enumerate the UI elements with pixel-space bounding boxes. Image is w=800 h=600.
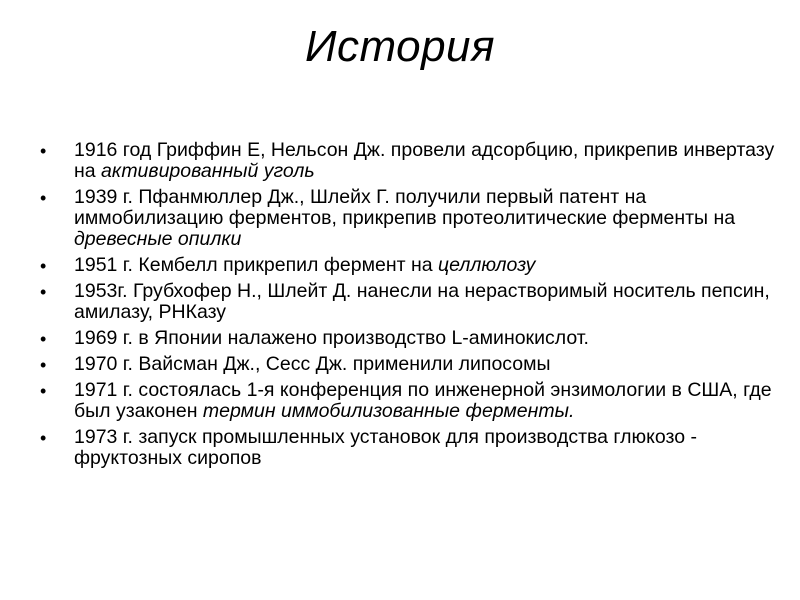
bullet-item	[38, 255, 778, 276]
bullet-text: 1953г. Грубхофер Н., Шлейт Д. нанесли на нерастворимый носитель пепсин, амилазу, РНКазу	[74, 280, 770, 323]
bullet-emphasis: древесные опилки	[74, 228, 242, 250]
bullet-dot-icon: •	[40, 256, 47, 276]
bullet-dot-icon: •	[40, 329, 47, 349]
bullet-item	[38, 380, 778, 422]
bullet-emphasis: термин иммобилизованные ферменты.	[202, 400, 575, 422]
bullet-item	[38, 354, 778, 375]
bullet-text: 1970 г. Вайсман Дж., Сесс Дж. применили липосомы	[74, 353, 551, 375]
bullet-text: 1969 г. в Японии налажено производство L-аминокислот.	[74, 327, 589, 349]
bullet-dot-icon: •	[40, 355, 47, 375]
bullet-dot-icon: •	[40, 188, 47, 208]
bullet-item	[38, 427, 778, 469]
bullet-text: 1916 год Гриффин Е, Нельсон Дж. провели адсорбцию, прикрепив инвертазу на	[74, 139, 775, 182]
bullet-dot-icon: •	[40, 381, 47, 401]
bullet-list	[38, 140, 778, 474]
bullet-text: 1971 г. состоялась 1-я конференция по инженерной энзимологии в США, где был узаконен	[74, 379, 772, 422]
bullet-item	[38, 328, 778, 349]
bullet-item	[38, 281, 778, 323]
bullet-item	[38, 187, 778, 250]
bullet-text: 1973 г. запуск промышленных установок для производства глюкозо - фруктозных сиропов	[74, 426, 697, 469]
bullet-emphasis: активированный уголь	[101, 160, 315, 182]
slide-title: История	[304, 22, 496, 71]
bullet-dot-icon: •	[40, 428, 47, 448]
bullet-text: 1951 г. Кембелл прикрепил фермент на	[74, 254, 438, 276]
bullet-dot-icon: •	[40, 141, 47, 161]
bullet-dot-icon: •	[40, 282, 47, 302]
bullet-item	[38, 140, 778, 182]
bullet-emphasis: целлюлозу	[437, 254, 536, 276]
bullet-text: 1939 г. Пфанмюллер Дж., Шлейх Г. получили первый патент на иммобилизацию ферментов, прикрепив протеолитические ферменты на	[74, 186, 736, 229]
